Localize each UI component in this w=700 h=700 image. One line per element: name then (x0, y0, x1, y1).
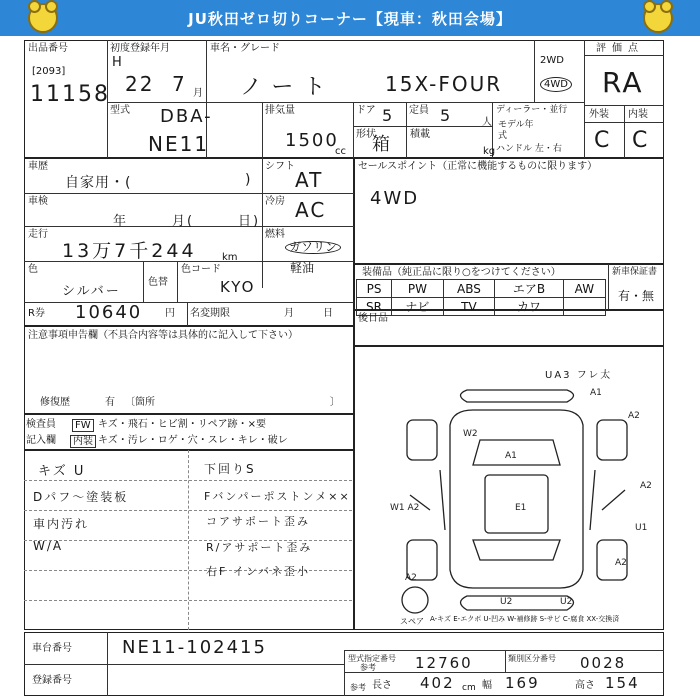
reg-label: 登録番号 (32, 675, 72, 686)
lot-label: 出品番号 (28, 43, 68, 54)
length-label: 長さ (372, 680, 392, 691)
ac-label: 冷房 (265, 196, 285, 207)
note-right-3: コアサポート歪み (206, 515, 310, 528)
legend: A-キズ E-エクボ U-凹み W-補修跡 S-サビ C-腐食 XX-交換済 (430, 615, 620, 623)
ac: AC (295, 198, 327, 222)
type-spec-ref: 参考 (360, 663, 376, 672)
equip-abs: ABS (443, 280, 494, 298)
interior-label: 内装 (628, 109, 648, 120)
insp-year: 年 (113, 214, 129, 229)
inspector-label: 検査員 (26, 419, 56, 430)
color-label: 色 (28, 264, 38, 275)
interior-grade: C (632, 128, 650, 153)
kg-unit: kg (483, 146, 496, 157)
color: シルバー (62, 284, 121, 299)
mascot-left-icon (28, 3, 58, 33)
class-label: 類別区分番号 (508, 654, 556, 663)
equip-tv: TV (443, 298, 494, 316)
load-label: 積載 (410, 129, 430, 140)
insp-day: 日) (238, 214, 261, 229)
warranty-value: 有・無 (618, 289, 655, 303)
color-code-label: 色コード (181, 264, 221, 275)
capacity: 5 (440, 106, 453, 125)
diagram-top-note: UA3 フレ太 (545, 370, 613, 381)
yen-unit: 円 (165, 308, 175, 319)
mark-w2: W2 (463, 429, 478, 439)
note-left-1: キズ U (38, 464, 86, 479)
header-bar (0, 0, 700, 36)
note-right-1: 下回りS (204, 462, 256, 476)
name-grade-label: 車名・グレード (210, 43, 280, 54)
nc-month: 月 (284, 308, 294, 319)
notes-label: 注意事項申告欄（不具合内容等は具体的に記入して下さい） (28, 330, 298, 341)
doors-label: ドア (356, 105, 376, 116)
fw-label: FW (72, 419, 94, 432)
equip-aw: AW (563, 280, 605, 298)
length: 402 (420, 674, 455, 692)
mascot-right-icon (643, 3, 673, 33)
month-unit: 月 (193, 88, 203, 99)
shape-label: 形状 (356, 129, 376, 140)
repair-close: 〕 (330, 397, 340, 408)
repair-label: 修復歴 (40, 397, 70, 408)
doors: 5 (382, 106, 395, 125)
class-value: 0028 (580, 654, 627, 672)
fw-items: キズ・飛石・ヒビ割・リペア跡・×要 (98, 419, 266, 430)
exterior-label: 外装 (589, 109, 609, 120)
displacement-label: 排気量 (265, 105, 295, 116)
shift-label: シフト (265, 161, 295, 172)
score: RA (602, 66, 644, 99)
size-ref: 参考 (350, 683, 366, 692)
fuel-gas: ガソリン (285, 241, 341, 254)
width: 169 (505, 674, 540, 692)
exterior-grade: C (594, 128, 612, 153)
car-diagram (385, 370, 655, 620)
nc-day: 日 (323, 308, 333, 319)
shift: AT (295, 168, 324, 192)
score-label: 評価点 (596, 43, 644, 54)
sales-point: 4WD (370, 188, 420, 209)
recycle-label: R券 (28, 308, 45, 319)
mark-a1-front: A1 (590, 388, 602, 398)
equip-sr: SR (357, 298, 392, 316)
warranty-label: 新車保証書 (612, 267, 658, 277)
int-items: キズ・汚レ・ロゲ・穴・スレ・キレ・破レ (98, 435, 288, 446)
capacity-label: 定員 (409, 105, 429, 116)
shape: 箱 (372, 134, 392, 155)
first-reg-label: 初度登録年月 (110, 43, 170, 54)
mark-a2-left: A2 (405, 573, 417, 583)
width-label: 幅 (482, 680, 492, 691)
report-label: 記入欄 (26, 435, 56, 446)
note-right-4: R/アサポート歪み (206, 541, 313, 554)
equip-navi: ナビ (392, 298, 444, 316)
era: H (112, 55, 124, 70)
use-value: 自家用・( (65, 175, 132, 191)
sales-point-box (354, 158, 664, 264)
note-right-5: 右F インバネ歪小 (206, 565, 311, 578)
rear-box (354, 310, 664, 346)
mark-u2-a: U2 (500, 597, 513, 607)
note-right-2: Fバンパーポストンメ×× (204, 490, 351, 503)
note-left-4: W/A (33, 539, 64, 553)
model-year-label: モデル年式 (498, 120, 534, 141)
model-prefix: DBA- (160, 106, 213, 127)
sales-point-label: セールスポイント（正常に機能するものに限ります） (358, 161, 598, 172)
height-label: 高さ (575, 680, 595, 691)
use-close: ) (245, 172, 253, 188)
fuel-label: 燃料 (265, 229, 285, 240)
mark-u2-b: U2 (560, 597, 573, 607)
fuel-diesel: 軽油 (290, 261, 315, 275)
lot-small: [2093] (32, 66, 66, 77)
displacement: 1500 (285, 130, 339, 151)
recycle: 10640 (75, 302, 143, 323)
model-code: NE11 (148, 132, 210, 156)
type-spec: 12760 (415, 654, 473, 672)
model-label: 型式 (110, 105, 130, 116)
persons-unit: 人 (482, 117, 492, 128)
color-change-label: 色替 (148, 277, 168, 288)
spare-label: スペア (400, 617, 424, 626)
mark-w1-a2: W1 A2 (390, 503, 420, 513)
inspection-label: 車検 (28, 196, 48, 207)
note-left-3: 車内汚れ (33, 517, 90, 531)
height: 154 (605, 674, 640, 692)
mark-e1: E1 (515, 503, 527, 513)
mileage-label: 走行 (28, 229, 48, 240)
mark-a2-rear: A2 (615, 558, 627, 568)
name-change-label: 名変期限 (190, 308, 230, 319)
rear-seat-label: 後日品 (358, 313, 388, 324)
length-unit: cm (462, 683, 476, 693)
cc-unit: cc (335, 146, 346, 157)
reg-month: 7 (172, 72, 187, 96)
equip-leather: カワ (495, 298, 564, 316)
mark-a1: A1 (505, 451, 517, 461)
equip-ps: PS (357, 280, 392, 298)
equipment-label: 装備品（純正品に限り○をつけてください） (362, 267, 561, 278)
dealer-label: ディーラー・並行 (496, 105, 568, 115)
grade: 15X-FOUR (385, 72, 503, 96)
chassis-number: NE11-102415 (122, 637, 267, 658)
chassis-label: 車台番号 (32, 643, 72, 654)
mark-a2-top: A2 (628, 411, 640, 421)
handle-label: ハンドル 左・右 (496, 144, 562, 154)
car-name: ノート (240, 75, 336, 100)
note-left-2: Dパフ～塗装板 (33, 490, 129, 504)
mark-a2-right: A2 (640, 481, 652, 491)
km-unit: km (222, 252, 238, 263)
mark-u1: U1 (635, 523, 648, 533)
lot-number: 11158 (30, 82, 110, 107)
drive-2wd: 2WD (540, 55, 564, 66)
equip-pw: PW (392, 280, 444, 298)
header-title: JU秋田ゼロ切りコーナー【現車：秋田会場】 (188, 9, 512, 28)
color-code: KYO (220, 278, 256, 296)
type-spec-label: 型式指定番号 (348, 654, 396, 663)
int-label: 内装 (70, 435, 96, 448)
use-label: 車歴 (28, 161, 48, 172)
reg-year: 22 (125, 72, 155, 96)
drive-4wd: 4WD (540, 77, 572, 92)
repair-value: 有 (105, 397, 115, 408)
mileage: 13万7千244 (62, 240, 197, 262)
insp-month: 月( (172, 214, 195, 229)
repair-place: 〔箇所 (125, 397, 155, 408)
equip-airbag: エアB (495, 280, 564, 298)
